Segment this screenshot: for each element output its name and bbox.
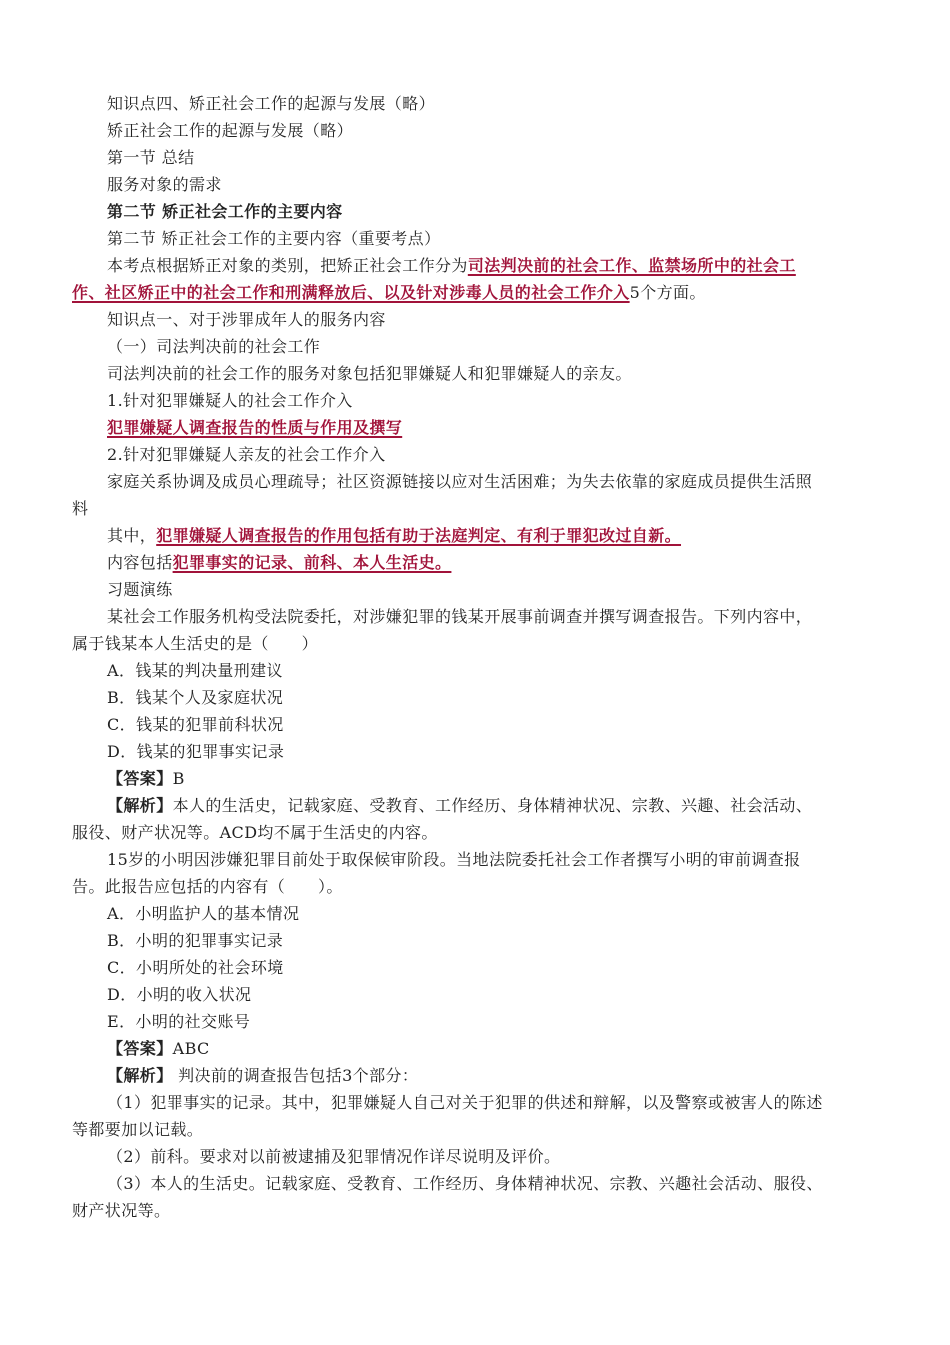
answer-1	[107, 768, 185, 790]
text-line: 司法判决前的社会工作的服务对象包括犯罪嫌疑人和犯罪嫌疑人的亲友。	[107, 364, 632, 383]
answer-value: ABC	[172, 1039, 210, 1058]
option-d: D．钱某的犯罪事实记录	[107, 742, 285, 761]
highlight-text: 犯罪嫌疑人调查报告的作用包括有助于法庭判定、有利于罪犯改过自新。	[156, 526, 682, 545]
paragraph-intro-line2	[72, 282, 706, 304]
section-subheading: 第二节 矫正社会工作的主要内容（重要考点）	[107, 229, 441, 248]
question-1-text: 属于钱某本人生活史的是（ ）	[72, 634, 319, 653]
intro-text-end: 5个方面。	[629, 283, 706, 302]
option-c: C．小明所处的社会环境	[107, 958, 284, 977]
option-a: A．钱某的判决量刑建议	[107, 661, 283, 680]
answer-value: B	[172, 769, 185, 788]
option-b: B．钱某个人及家庭状况	[107, 688, 284, 707]
explanation-text: 判决前的调查报告包括3个部分：	[172, 1066, 419, 1085]
exercise-heading: 习题演练	[107, 580, 173, 599]
option-b: B．小明的犯罪事实记录	[107, 931, 284, 950]
explanation-1	[107, 795, 812, 817]
intro-text: 本考点根据矫正对象的类别，把矫正社会工作分为	[107, 256, 468, 275]
list-item: 1.针对犯罪嫌疑人的社会工作介入	[107, 391, 353, 410]
heading-knowledge-point-1: 知识点一、对于涉罪成年人的服务内容	[107, 310, 386, 329]
explanation-label: 【解析】	[107, 796, 173, 815]
highlight-text: 犯罪事实的记录、前科、本人生活史。	[172, 553, 452, 572]
text-line: 家庭关系协调及成员心理疏导；社区资源链接以应对生活困难；为失去依靠的家庭成员提供生活照	[107, 472, 813, 491]
option-a: A．小明监护人的基本情况	[107, 904, 300, 923]
explanation-1-cont: 服役、财产状况等。ACD均不属于生活史的内容。	[72, 823, 438, 842]
answer-label: 【答案】	[107, 769, 173, 788]
text-line: 服务对象的需求	[107, 175, 222, 194]
question-2-text: 告。此报告应包括的内容有（ ）。	[72, 877, 343, 896]
answer-label: 【答案】	[107, 1039, 173, 1058]
text-line	[107, 525, 681, 547]
explanation-point-1: （1）犯罪事实的记录。其中，犯罪嫌疑人自己对关于犯罪的供述和辩解，以及警察或被害人的陈述	[107, 1093, 823, 1112]
highlight-text: 司法判决前的社会工作、监禁场所中的社会工	[467, 256, 796, 275]
explanation-2	[107, 1065, 418, 1087]
text-line: 料	[72, 499, 89, 518]
text-line: 矫正社会工作的起源与发展（略）	[107, 121, 354, 140]
question-2-text: 15岁的小明因涉嫌犯罪目前处于取保候审阶段。当地法院委托社会工作者撰写小明的审前调查报	[107, 850, 801, 869]
explanation-point-3-cont: 财产状况等。	[72, 1201, 171, 1220]
text-line	[107, 552, 451, 574]
question-1-text: 某社会工作服务机构受法院委托，对涉嫌犯罪的钱某开展事前调查并撰写调查报告。下列内容中，	[107, 607, 813, 626]
option-c: C．钱某的犯罪前科状况	[107, 715, 284, 734]
explanation-label: 【解析】	[107, 1066, 173, 1085]
option-e: E．小明的社交账号	[107, 1012, 251, 1031]
heading-knowledge-point-4: 知识点四、矫正社会工作的起源与发展（略）	[107, 94, 436, 113]
highlight-text: 作、社区矫正中的社会工作和刑满释放后、以及针对涉毒人员的社会工作介入	[72, 283, 630, 302]
section-heading: 第二节 矫正社会工作的主要内容	[107, 202, 343, 221]
list-item: 2.针对犯罪嫌疑人亲友的社会工作介入	[107, 445, 386, 464]
option-d: D．小明的收入状况	[107, 985, 252, 1004]
explanation-point-2: （2）前科。要求对以前被逮捕及犯罪情况作详尽说明及评价。	[107, 1147, 561, 1166]
explanation-point-3: （3）本人的生活史。记载家庭、受教育、工作经历、身体精神状况、宗教、兴趣社会活动、服役、	[107, 1174, 823, 1193]
paragraph-intro-line1	[107, 255, 796, 277]
text-prefix: 内容包括	[107, 553, 173, 572]
explanation-text: 本人的生活史，记载家庭、受教育、工作经历、身体精神状况、宗教、兴趣、社会活动、	[172, 796, 813, 815]
explanation-point-1-cont: 等都要加以记载。	[72, 1120, 204, 1139]
section-title: 第一节 总结	[107, 148, 195, 167]
text-prefix: 其中，	[107, 526, 157, 545]
answer-2	[107, 1038, 210, 1060]
subsection-title: （一）司法判决前的社会工作	[107, 337, 321, 356]
highlight-text: 犯罪嫌疑人调查报告的性质与作用及撰写	[107, 418, 403, 437]
